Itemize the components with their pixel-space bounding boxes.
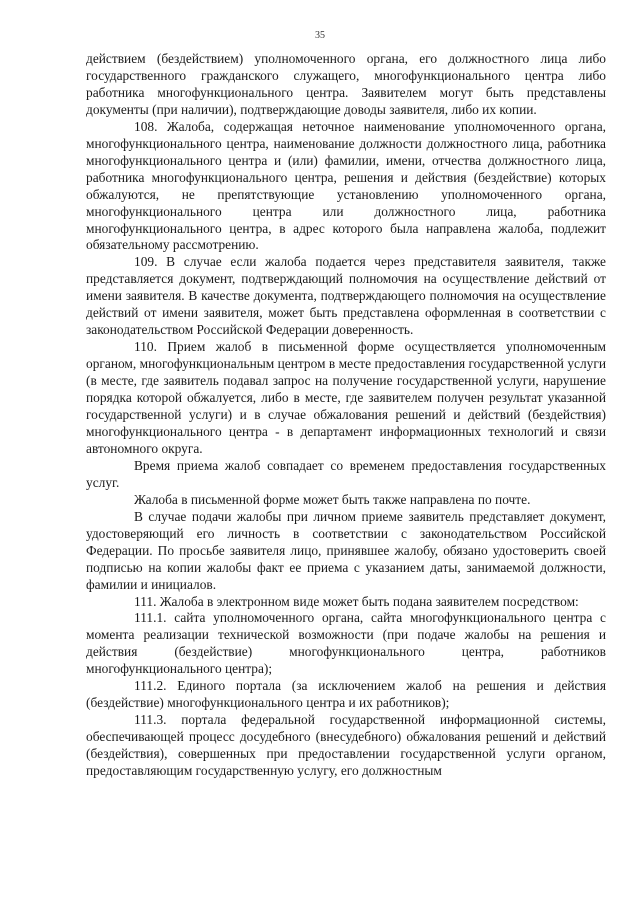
paragraph-111-3: 111.3. портала федеральной государственной информационной системы, обеспечивающей процесс досудебного (внесудебного) обжалования решений и действий (бездействия), совершенных при предоставлении государственной услуги органом, предоставляющим государственную услугу, его должностным: [86, 712, 606, 779]
paragraph-111-1: 111.1. сайта уполномоченного органа, сайта многофункционального центра с момента реализации технической возможности (при подаче жалобы на решения и действия (бездействие) многофункционального центра, работников многофункционального центра);: [86, 610, 606, 677]
paragraph-111-2: 111.2. Единого портала (за исключением жалоб на решения и действия (бездействие) многофункционального центра и их работников);: [86, 678, 606, 711]
paragraph-109: 109. В случае если жалоба подается через представителя заявителя, также представляется документ, подтверждающий полномочия на осуществление действий от имени заявителя. В качестве документа, подтверждающего полномочия на осуществление действий от имени заявителя, может быть представлена оформленная в соответствии с законодательством Российской Федерации доверенность.: [86, 254, 606, 338]
page-number: 35: [315, 30, 325, 41]
paragraph-111: 111. Жалоба в электронном виде может быть подана заявителем посредством:: [134, 593, 579, 609]
paragraph-reception-time: Время приема жалоб совпадает со временем предоставления государственных услуг.: [86, 457, 606, 490]
document-body: [86, 51, 606, 780]
paragraph-continuation: действием (бездействием) уполномоченного органа, его должностного лица либо государственного гражданского служащего, многофункционального центра либо работника многофункционального центра. Заявителем могут быть представлены документы (при наличии), подтверждающие доводы заявителя, либо их копии.: [86, 51, 606, 117]
paragraph-personal-reception: В случае подачи жалобы при личном приеме заявитель представляет документ, удостоверяющий его личность в соответствии с законодательством Российской Федерации. По просьбе заявителя лицо, принявшее жалобу, обязано удостоверить своей подписью на копии жалобы факт ее приема с указанием даты, занимаемой должности, фамилии и инициалов.: [86, 508, 606, 592]
paragraph-110: 110. Прием жалоб в письменной форме осуществляется уполномоченным органом, многофункциональным центром в месте предоставления государственной услуги (в месте, где заявитель подавал запрос на получение государственной услуги, нарушение порядка которой обжалуется, либо в месте, где заявителем получен результат указанной государственной услуги) и в случае обжалования решений и действий (бездействия) многофункционального центра - в департамент информационных технологий и связи автономного округа.: [86, 339, 606, 456]
paragraph-108: 108. Жалоба, содержащая неточное наименование уполномоченного органа, многофункционального центра, наименование должности должностного лица, работника многофункционального центра и (или) фамилии, имени, отчества должностного лица, работника многофункционального центра, решения и действия (бездействие) которых обжалуются, не препятствующие установлению уполномоченного органа, многофункционального центра или должностного лица, работника многофункционального центра, в адрес которого была направлена жалоба, подлежит обязательному рассмотрению.: [86, 118, 606, 253]
paragraph-postal: Жалоба в письменной форме может быть также направлена по почте.: [134, 491, 531, 507]
